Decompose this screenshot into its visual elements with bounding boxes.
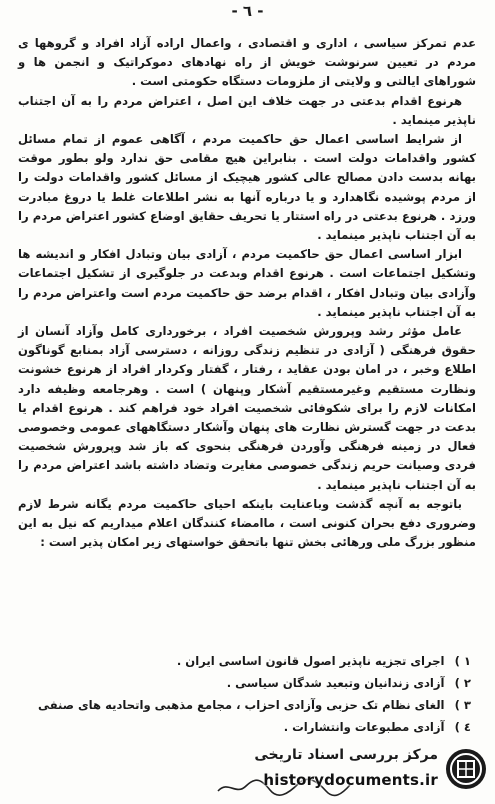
paragraph-freedom-of-expression: ابزار اساسی اعمال حق حاکمیت مردم ، آزادی بیان وتبادل افکار و اندیشه ها وتشکیل اجتماعات است . هرنوع اقدام وبدعت در جلوگیری از تشکیل اجتماعات وآزادی بیان وتبادل افکار ، اقدام برضد حق حاکمیت مردم است واعتراض مردم را به آن اجتناب ناپذیر مینماید .	[18, 247, 476, 319]
list-item-text: اجرای تجزیه ناپذیر اصول قانون اساسی ایران .	[176, 654, 445, 668]
paragraph-decentralization: عدم تمرکز سیاسی ، اداری و اقتصادی ، واعمال اراده آزاد افراد و گروهها ی مردم در تعیین سرنوشت خویش از راه نهادهای دموکراتیک و انجمن ها و شوراهای ایالتی و ولایتی از ملزومات دستگاه حکومتی است .	[18, 36, 476, 89]
list-item-text: آزادی مطبوعات وانتشارات .	[283, 720, 445, 734]
page-number: - ٦ -	[231, 2, 264, 20]
list-item	[31, 716, 471, 738]
paragraph-cultural-rights: عامل مؤثر رشد وپرورش شخصیت افراد ، برخورداری کامل وآزاد آنسان از حقوق فرهنگی ( آزادی در تنظیم زندگی روزانه ، دسترسی آزاد بمنابع گوناگون اطلاع وخبر ، در امان بودن عقاید ، رفتار ، گفتار وکردار افراد از هرنوع خشونت ونظارت مستقیم وغیرمستقیم آشکار وپنهان ) است . وهرجامعه وظیفه دارد امکانات لازم را برای شکوفائی شخصیت افراد خود فراهم کند . هرنوع اقدام یا بدعت در جهت گسترش نظارت های پنهان وآشکار دستگاههای عمومی وخصوصی فعال در زمینه فرهنگی وآوردن فرهنگی بنحوی که باز شد وپرورش شخصیت فردی وصیانت حریم زندگی خصوصی مغایرت وتضاد داشته باشد اعتراض مردم را به آن اجتناب ناپذیر مینماید .	[18, 324, 476, 492]
watermark-url: historydocuments.ir	[263, 771, 438, 789]
list-item-text: آزادی زندانیان وتبعید شدگان سیاسی .	[226, 676, 445, 690]
list-item-number: ٤ )	[454, 720, 471, 734]
institution-seal-icon	[444, 747, 488, 791]
archive-watermark	[200, 743, 490, 799]
list-item-number: ٣ )	[454, 698, 471, 712]
list-item	[31, 650, 471, 672]
paragraph-conclusion: باتوجه به آنچه گذشت وباعنایت باینکه احیای حاکمیت مردم یگانه شرط لازم وضروری دفع بحران کنونی است ، ماامضاء کنندگان اعلام میداریم که نیل به این منظور بزرگ ملی ورهائی بخش تنها باتحقق خواستهای زیر امکان پذیر است :	[18, 496, 476, 550]
watermark-title: مرکز بررسی اسناد تاریخی	[254, 747, 438, 763]
demands-list	[31, 650, 471, 738]
list-item-text: الغای نظام تک حزبی وآزادی احزاب ، مجامع مذهبی واتحادیه های صنفی	[37, 698, 445, 712]
list-item-number: ٢ )	[454, 676, 471, 690]
list-item-number: ١ )	[454, 654, 471, 668]
paragraph-objection-1: هرنوع اقدام بدعتی در جهت خلاف این اصل ، اعتراض مردم را به آن اجتناب ناپذیر مینماید .	[18, 93, 476, 127]
list-item	[31, 694, 471, 716]
paragraph-public-awareness: از شرایط اساسی اعمال حق حاکمیت مردم ، آگاهی عموم از تمام مسائل کشور واقدامات دولت است . بنابراین هیچ مقامی حق ندارد ولو بطور موقت بهانه بدست دادن مصالح عالی کشور هیچیک از مسائل کشور واقدامات دولت را از مردم پوشیده نگاهدارد و یا درباره آنها به نشر اطلاعات غلط یا دروغ مبادرت ورزد . هرنوع بدعتی در راه استتار یا تحریف حقایق اوضاع کشور اعتراض مردم را به آن اجتناب ناپذیر مینماید .	[18, 132, 476, 243]
document-body	[18, 34, 476, 552]
list-item	[31, 672, 471, 694]
